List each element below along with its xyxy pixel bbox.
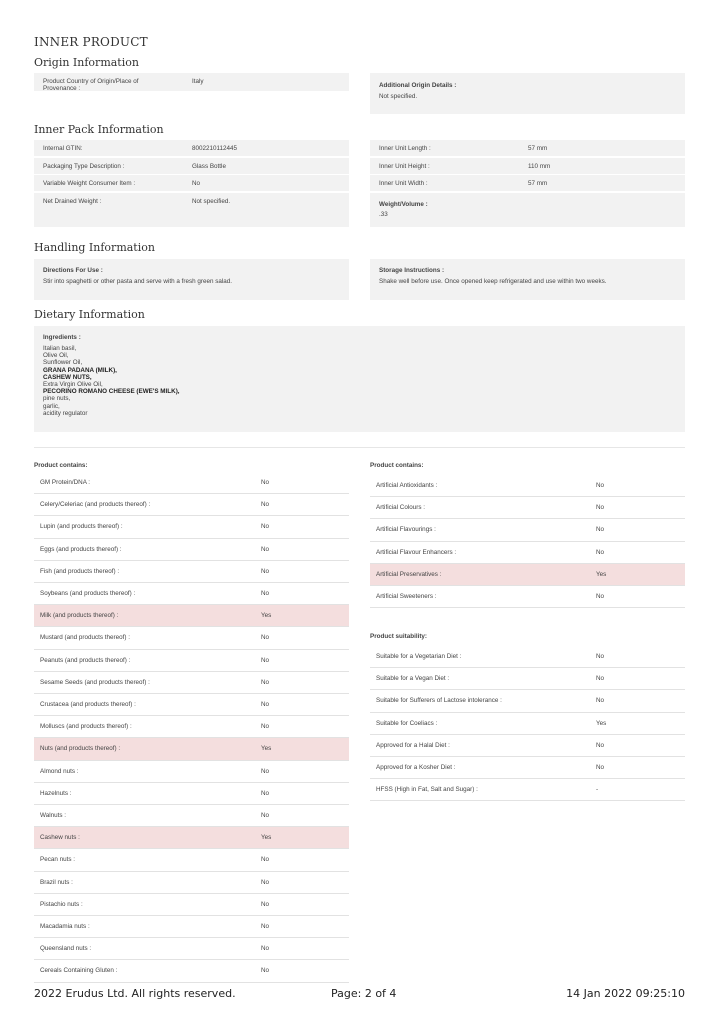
table-row [34, 805, 349, 827]
inner-pack-value: 8002210112445 [192, 145, 238, 152]
origin-country-box [34, 73, 349, 91]
inner-pack-value: Glass Bottle [192, 163, 226, 170]
table-row [34, 849, 349, 871]
row-label: Crustacea (and products thereof) : [40, 701, 136, 708]
dietary-section-title: Dietary Information [34, 308, 145, 321]
row-value: No [261, 767, 270, 775]
table-row [34, 738, 349, 760]
weight-volume-box [370, 193, 685, 227]
row-value: Yes [261, 612, 272, 620]
row-label: Macadamia nuts : [40, 923, 90, 930]
row-value: No [596, 697, 605, 705]
table-row [34, 827, 349, 849]
table-row [370, 713, 685, 735]
row-value: No [261, 701, 270, 708]
origin-additional-value: Not specified. [379, 93, 418, 100]
row-value: Yes [596, 570, 607, 578]
table-row [34, 938, 349, 960]
row-label: GM Protein/DNA : [40, 479, 91, 486]
row-label: Approved for a Halal Diet : [376, 741, 450, 749]
row-label: Celery/Celeriac (and products thereof) : [40, 501, 151, 509]
row-value: Yes [261, 745, 272, 753]
row-label: Brazil nuts : [40, 878, 73, 886]
handling-section-title: Handling Information [34, 241, 155, 254]
row-value: No [596, 593, 605, 600]
inner-pack-label: Inner Unit Length : [379, 145, 431, 152]
storage-box [370, 259, 685, 300]
row-label: Artificial Colours : [376, 504, 425, 512]
row-label: Eggs (and products thereof) : [40, 545, 122, 553]
row-value: No [596, 504, 605, 512]
row-value: No [261, 812, 270, 819]
inner-pack-row [34, 175, 349, 191]
ingredient-item: acidity regulator [43, 409, 88, 417]
row-value: No [261, 856, 270, 864]
row-label: Artificial Preservatives : [376, 570, 442, 578]
table-row [34, 583, 349, 605]
table-row [34, 761, 349, 783]
table-row [34, 960, 349, 982]
row-label: Artificial Flavourings : [376, 526, 436, 534]
inner-pack-label: Packaging Type Description : [43, 163, 125, 170]
table-row [34, 872, 349, 894]
inner-pack-label: Net Drained Weight : [43, 198, 102, 205]
row-label: Suitable for a Vegan Diet : [376, 675, 450, 683]
page-title: INNER PRODUCT [34, 35, 148, 49]
inner-pack-value: 57 mm [528, 145, 548, 152]
row-value: No [261, 545, 270, 553]
row-value: Yes [261, 834, 272, 842]
row-value: - [596, 786, 599, 794]
row-value: No [596, 526, 605, 534]
table-row [34, 672, 349, 694]
table-row [34, 783, 349, 805]
inner-pack-value: 110 mm [528, 163, 551, 170]
row-value: No [596, 741, 605, 749]
row-label: HFSS (High in Fat, Salt and Sugar) : [376, 786, 478, 794]
table-row [370, 586, 685, 608]
row-label: Pecan nuts : [40, 856, 76, 864]
table-row [370, 519, 685, 541]
table-row [34, 539, 349, 561]
row-label: Sesame Seeds (and products thereof) : [40, 678, 150, 686]
weight-volume-value: .33 [379, 211, 388, 218]
origin-additional-box [370, 73, 685, 114]
row-label: Mustard (and products thereof) : [40, 634, 130, 642]
footer-date: 14 Jan 2022 09:25:10 [566, 987, 685, 1000]
row-value: No [596, 482, 605, 489]
row-value: No [596, 764, 605, 771]
origin-section-title: Origin Information [34, 56, 139, 69]
table-row [370, 497, 685, 519]
table-row [370, 757, 685, 779]
row-label: Fish (and products thereof) : [40, 567, 120, 575]
row-value: No [261, 523, 270, 531]
table-row [34, 472, 349, 494]
row-label: Artificial Sweeteners : [376, 593, 437, 600]
row-label: Cashew nuts : [40, 834, 80, 842]
ingredient-item: CASHEW NUTS, [43, 373, 92, 381]
table-row [370, 690, 685, 712]
inner-pack-row [370, 175, 685, 191]
inner-pack-row [34, 158, 349, 174]
row-value: No [261, 678, 270, 686]
inner-pack-row [34, 140, 349, 156]
ingredient-item: Sunflower Oil, [43, 359, 83, 367]
table-row [34, 516, 349, 538]
inner-pack-section-title: Inner Pack Information [34, 123, 164, 136]
row-label: Soybeans (and products thereof) : [40, 590, 136, 597]
row-value: No [596, 548, 605, 556]
inner-pack-label: Variable Weight Consumer Item : [43, 180, 136, 187]
table-row [34, 494, 349, 516]
table-row [370, 779, 685, 801]
row-label: Suitable for a Vegetarian Diet : [376, 653, 462, 660]
row-value: No [261, 501, 270, 509]
row-value: No [596, 675, 605, 683]
directions-value: Stir into spaghetti or other pasta and serve with a fresh green salad. [43, 278, 233, 285]
origin-country-value: Italy [192, 78, 204, 85]
weight-volume-label: Weight/Volume : [379, 201, 428, 208]
row-label: Queensland nuts : [40, 945, 92, 953]
inner-pack-row [370, 140, 685, 156]
row-label: Walnuts : [40, 812, 67, 819]
footer-page-number: Page: 2 of 4 [331, 987, 397, 1000]
inner-pack-label: Inner Unit Height : [379, 163, 430, 170]
directions-label: Directions For Use : [43, 267, 103, 274]
row-value: No [261, 634, 270, 642]
inner-pack-row [34, 193, 349, 227]
row-value: No [261, 723, 270, 731]
table-row [34, 605, 349, 627]
row-label: Approved for a Kosher Diet : [376, 764, 456, 771]
row-value: No [261, 878, 270, 886]
row-value: No [261, 789, 270, 797]
table-row [34, 894, 349, 916]
row-label: Milk (and products thereof) : [40, 612, 119, 620]
section-divider [34, 447, 685, 448]
row-value: No [261, 567, 270, 575]
table-row [34, 916, 349, 938]
row-value: No [261, 479, 270, 486]
table-row [34, 650, 349, 672]
row-label: Suitable for Sufferers of Lactose intolerance : [376, 697, 502, 705]
ingredients-label: Ingredients : [43, 334, 81, 341]
row-value: No [261, 656, 270, 664]
ingredients-list [43, 345, 180, 417]
table-row [370, 542, 685, 564]
footer-copyright: 2022 Erudus Ltd. All rights reserved. [34, 987, 236, 1000]
table-row [370, 475, 685, 497]
table-row [34, 627, 349, 649]
storage-value: Shake well before use. Once opened keep refrigerated and use within two weeks. [379, 278, 607, 285]
row-label: Cereals Containing Gluten : [40, 967, 118, 975]
table-row [34, 694, 349, 716]
contains-left-title: Product contains: [34, 462, 88, 469]
contains-right-title: Product contains: [370, 462, 424, 469]
ingredient-item: GRANA PADANA (MILK), [43, 366, 117, 374]
row-label: Artificial Flavour Enhancers : [376, 548, 457, 556]
row-label: Suitable for Coeliacs : [376, 719, 438, 727]
ingredient-item: Olive Oil, [43, 352, 69, 360]
table-row [34, 716, 349, 738]
row-value: No [261, 900, 270, 908]
inner-pack-row [370, 158, 685, 174]
storage-label: Storage Instructions : [379, 267, 445, 274]
row-value: No [261, 923, 270, 930]
table-row [370, 668, 685, 690]
row-value: No [261, 945, 270, 953]
table-row [370, 564, 685, 586]
inner-pack-label: Internal GTIN: [43, 145, 83, 152]
inner-pack-value: Not specified. [192, 198, 231, 205]
row-label: Nuts (and products thereof) : [40, 745, 121, 753]
row-value: Yes [596, 719, 607, 727]
table-row [34, 561, 349, 583]
suitability-title: Product suitability: [370, 633, 428, 640]
row-value: No [596, 653, 605, 660]
directions-box [34, 259, 349, 300]
ingredient-item: Extra Virgin Olive Oil, [43, 381, 103, 389]
row-label: Peanuts (and products thereof) : [40, 656, 131, 664]
ingredient-item: pine nuts, [43, 395, 71, 403]
table-row [370, 646, 685, 668]
row-label: Almond nuts : [40, 767, 79, 775]
row-label: Pistachio nuts : [40, 900, 83, 908]
inner-pack-value: 57 mm [528, 180, 548, 187]
table-row [370, 735, 685, 757]
row-label: Hazelnuts : [40, 789, 72, 797]
row-value: No [261, 590, 270, 597]
row-label: Lupin (and products thereof) : [40, 523, 123, 531]
ingredient-item: garlic, [43, 402, 60, 410]
ingredients-box [34, 326, 685, 432]
row-value: No [261, 967, 270, 975]
ingredient-item: PECORINO ROMANO CHEESE (EWE'S MILK), [43, 388, 180, 396]
origin-country-label: Product Country of Origin/Place of Provenance : [43, 78, 139, 93]
ingredient-item: Italian basil, [43, 345, 77, 352]
row-label: Molluscs (and products thereof) : [40, 723, 132, 731]
inner-pack-label: Inner Unit Width : [379, 180, 428, 187]
inner-pack-value: No [192, 180, 201, 187]
row-label: Artificial Antioxidants : [376, 482, 438, 489]
origin-additional-label: Additional Origin Details : [379, 82, 457, 89]
